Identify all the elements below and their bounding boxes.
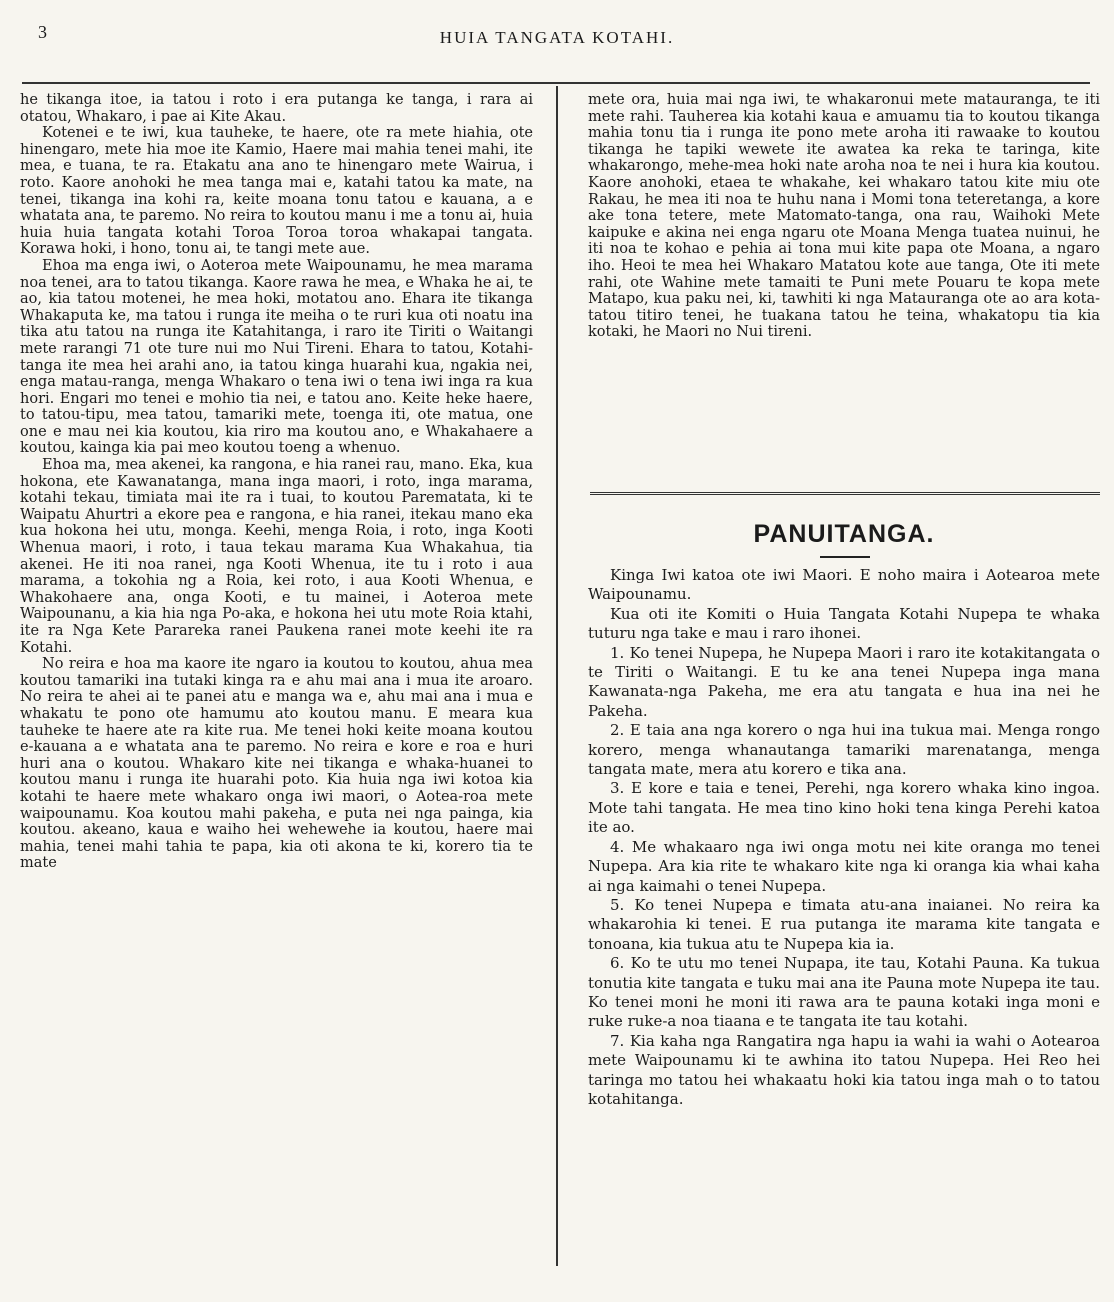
right-paragraph: mete ora, huia mai nga iwi, te whakaronui mete matauranga, te iti mete rahi. Tauherea kia kotahi kaua e amuamu tia to koutou tikanga mahia tonu tia i runga ite pono mete aroha iti rawaake to koutou tikanga he tapiki wewete ite awatea ka reka te taringa, kite whakarongo, mehe-mea hoki nate aroha noa te nei i hura kia koutou. Kaore anohoki, etaea te whakahe, kei whakaro tatou kite miu ote Rakau, he mea iti noa te huhu nana i Momi tona teteretanga, a kore ake tona tetere, mete Matomato-tanga, ona rau, Waihoki Mete kaipuke e akina nei enga ngaru ote Moana Menga tuatea nuinui, he iti noa te kohao e pehia ai tona mui kite papa ote Moana, a ngaro iho. Heoi te mea hei Whakaro Matatou kote aue tanga, Ote iti mete rahi, ote Wahine mete tamaiti te Puni mete Pouaru te kopa mete Matapo, kua paku nei, ki, tawhiti ki nga Matauranga ote ao ara kota-tatou titiro tenei, he tuakana tatou he teina, whakatopu tia kia kotaki, he Maori no Nui tireni. [588, 92, 1100, 341]
left-paragraph: Ehoa ma enga iwi, o Aoteroa mete Waipounamu, he mea marama noa tenei, ara to tatou tikanga. Kaore rawa he mea, e Whaka he ai, te ao, kia tatou motenei, he mea hoki, motatou ano. Ehara ite tikanga Whakaputa ke, ma tatou i runga ite meiha o te ruri kua oti noatu ina tika atu tatou na runga ite Katahitanga, i raro ite Tiriti o Waitangi mete rarangi 71 ote ture nui mo Nui Tireni. Ehara to tatou, Kotahi-tanga ite mea hei arahi ano, ia tatou kinga huarahi kua, ngakia nei, enga matau-ranga, menga Whakaro o tena iwi o tena iwi inga ra kua hori. Engari mo tenei e mohio tia nei, e tatou ano. Keite heke haere, to tatou-tipu, mea tatou, tamariki mete, toenga iti, ote matua, one one e mau nei kia koutou, kia riro ma koutou ano, e Whakahaere a koutou, kainga kia pai meo koutou toeng a whenuo. [20, 257, 533, 457]
notice-paragraph: 2. E taia ana nga korero o nga hui ina tukua mai. Menga rongo korero, menga whanautanga tamariki marenatanga, menga tangata mate, mera atu korero e tika ana. [588, 721, 1100, 779]
notice-body [588, 566, 1100, 1109]
notice-paragraph: 5. Ko tenei Nupepa e timata atu-ana inaianei. No reira ka whakarohia ki tenei. E rua putanga ite marama kite tangata e tonoana, kia tukua atu te Nupepa kia ia. [588, 895, 1100, 953]
notice-paragraph: 4. Me whakaaro nga iwi onga motu nei kite oranga mo tenei Nupepa. Ara kia rite te whakaro kite nga ki oranga kia whai kaha ai nga kaimahi o tenei Nupepa. [588, 837, 1100, 895]
column-divider [556, 86, 558, 1266]
left-paragraph: No reira e hoa ma kaore ite ngaro ia koutou to koutou, ahua mea koutou tamariki ina tutaki kinga ra e ahu mai ana i mua ite aroaro. No reira te ahei ai te panei atu e manga wa e, ahu mai ana i mua e whakatu te pono ote hamumu ato koutou manu. E meara kua tauheke te haere ate ra kite rua. Me tenei hoki keite moana koutou e-kauana a e whatata ana te paremo. No reira e kore e roa e huri huri ana o koutou. Whakaro kite nei tikanga e whaka-huanei to koutou manu i runga ite huarahi poto. Kia huia nga iwi kotoa kia kotahi te haere mete whakaro onga iwi maori, o Aotea-roa mete waipounamu. Koa koutou mahi pakeha, e puta nei nga painga, kia koutou. akeano, kaua e waiho hei wehewehe ia koutou, haere mai mahia, tenei mahi tahia te papa, kia oti akona te ki, korero tia te mate [20, 656, 533, 872]
page-number: 3 [38, 22, 47, 42]
left-column [20, 92, 533, 872]
notice-paragraph: 1. Ko tenei Nupepa, he Nupepa Maori i raro ite kotakitangata o te Tiriti o Waitangi. E tu ke ana tenei Nupepa inga mana Kawanata-nga Pakeha, me era atu tangata e hua ina nei he Pakeha. [588, 643, 1100, 720]
notice-title-underline [820, 556, 870, 558]
left-paragraph: Kotenei e te iwi, kua tauheke, te haere, ote ra mete hiahia, ote hinengaro, mete hia moe ite Kamio, Haere mai mahia tenei mahi, ite mea, e tuana, te ra. Etakatu ana ano te hinengaro mete Wairua, i roto. Kaore anohoki he mea tanga mai e, katahi tatou ka mate, na tenei, tikanga ina kohi ra, keite moana tonu tatou e kauana, a e whatata ana, te paremo. No reira to koutou manu i me a tonu ai, huia huia huia tangata kotahi Toroa Toroa toroa whakapai tangata. Korawa hoki, i hono, tonu ai, te tangi mete aue. [20, 125, 533, 258]
left-paragraph: he tikanga itoe, ia tatou i roto i era putanga ke tanga, i rara ai otatou, Whakaro, i pae ai Kite Akau. [20, 92, 533, 125]
notice-paragraph: Kinga Iwi katoa ote iwi Maori. E noho maira i Aotearoa mete Waipounamu. [588, 566, 1100, 604]
notice-title: PANUITANGA. [753, 520, 935, 548]
notice-paragraph: 7. Kia kaha nga Rangatira nga hapu ia wahi ia wahi o Aotearoa mete Waipounamu ki te awhina ito tatou Nupepa. Hei Reo hei taringa mo tatou hei whakaatu hoki kia tatou inga mah o to tatou kotahitanga. [588, 1031, 1100, 1108]
masthead-title: HUIA TANGATA KOTAHI. [439, 28, 675, 47]
notice-paragraph: 6. Ko te utu mo tenei Nupapa, ite tau, Kotahi Pauna. Ka tukua tonutia kite tangata e tuku mai ana ite Pauna mote Nupepa ite tau. Ko tenei moni he moni iti rawa ara te pauna kotaki inga moni e ruke ruke-a noa tiaana e te tangata ite tau kotahi. [588, 954, 1100, 1031]
section-rule [590, 492, 1100, 498]
notice-paragraph: Kua oti ite Komiti o Huia Tangata Kotahi Nupepa te whaka tuturu nga take e mau i raro ihonei. [588, 604, 1100, 643]
left-paragraph: Ehoa ma, mea akenei, ka rangona, e hia ranei rau, mano. Eka, kua hokona, ete Kawanatanga, mana inga maori, i roto, inga marama, kotahi tekau, timiata mai ite ra i tuai, to koutou Parematata, ki te Waipatu Ahurtri a ekore pea e rangona, e hia ranei, itekau mano eka kua hokona hei utu, monga. Keehi, menga Roia, i roto, inga Kooti Whenua maori, i roto, i taua tekau marama Kua Whakahua, tia akenei. He iti noa ranei, nga Kooti Whenua, ite tu i roto i aua marama, a tokohia ng a Roia, kei roto, i aua Kooti Whenua, e Whakohaere ana, onga Kooti, e tu mainei, i Aoteroa mete Waipounanu, a kia hia nga Po-aka, e hokona hei utu mote Roia ktahi, ite ra Nga Kete Parareka ranei Paukena ranei mote keehi ite ra Kotahi. [20, 457, 533, 656]
header-rule [22, 82, 1090, 84]
notice-paragraph: 3. E kore e taia e tenei, Perehi, nga korero whaka kino ingoa. Mote tahi tangata. He mea tino kino hoki tena kinga Perehi katoa ite ao. [588, 779, 1100, 837]
right-column [588, 92, 1100, 341]
